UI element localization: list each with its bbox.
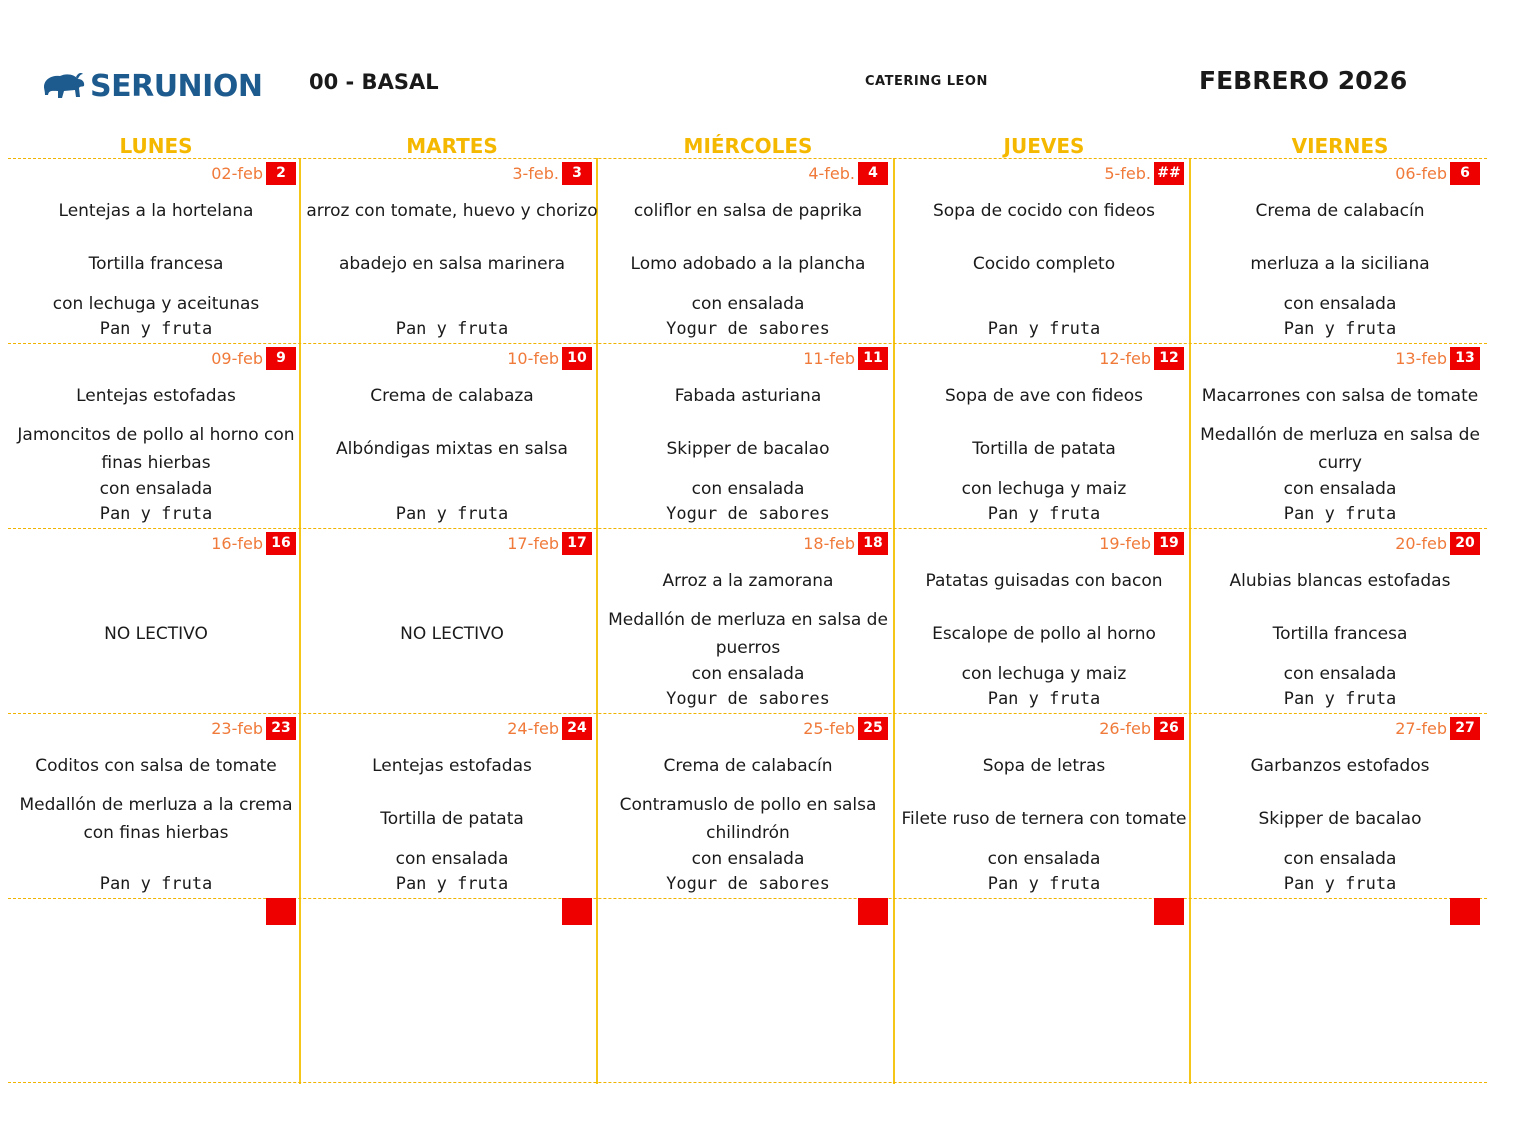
- day-cell: [8, 344, 304, 529]
- side-dish: con ensalada: [691, 664, 805, 684]
- day-number-badge: 27: [1450, 717, 1480, 740]
- date-header: [808, 162, 888, 185]
- first-course: Sopa de letras: [982, 756, 1106, 776]
- side-dish: con ensalada: [1283, 849, 1397, 869]
- date-label: 11-feb: [803, 349, 855, 368]
- second-course: merluza a la siciliana: [1250, 254, 1430, 274]
- date-header: [1104, 162, 1184, 185]
- second-course: Albóndigas mixtas en salsa: [336, 439, 568, 459]
- day-cell: [304, 344, 600, 529]
- second-course: Cocido completo: [972, 254, 1116, 274]
- date-label: 24-feb: [507, 719, 559, 738]
- first-course: Macarrones con salsa de tomate: [1201, 386, 1479, 406]
- side-dish: con ensalada: [1283, 664, 1397, 684]
- side-dish: con ensalada: [395, 849, 509, 869]
- second-course: Lomo adobado a la plancha: [630, 254, 866, 274]
- bison-icon: [42, 71, 86, 101]
- day-cell: [600, 714, 896, 899]
- day-cell: [600, 344, 896, 529]
- day-number-badge: ##: [1154, 162, 1184, 185]
- date-label: 4-feb.: [808, 164, 855, 183]
- second-course: Escalope de pollo al horno: [932, 624, 1156, 644]
- date-label: 26-feb: [1099, 719, 1151, 738]
- day-number-badge: 11: [858, 347, 888, 370]
- dessert: Pan y fruta: [987, 504, 1101, 524]
- second-course: Contramuslo de pollo en salsa chilindrón: [619, 795, 877, 843]
- second-course: Tortilla francesa: [1272, 624, 1408, 644]
- first-course: Coditos con salsa de tomate: [35, 756, 277, 776]
- weekday-header-row: [8, 128, 1487, 158]
- date-header: [1099, 532, 1184, 555]
- dessert: Pan y fruta: [1283, 689, 1397, 709]
- date-header: [211, 162, 296, 185]
- second-course: Tortilla de patata: [972, 439, 1116, 459]
- date-label: 25-feb: [803, 719, 855, 738]
- first-course: Lentejas estofadas: [372, 756, 532, 776]
- date-label: 23-feb: [211, 719, 263, 738]
- date-header: [562, 900, 592, 923]
- day-cell: [1192, 529, 1488, 714]
- day-cell: [1192, 344, 1488, 529]
- side-dish: con ensalada: [691, 294, 805, 314]
- dessert: Yogur de sabores: [666, 504, 830, 524]
- first-course: Garbanzos estofados: [1250, 756, 1430, 776]
- first-course: coliflor en salsa de paprika: [633, 201, 863, 221]
- day-number-badge: 13: [1450, 347, 1480, 370]
- brand-name: SERUNION: [90, 68, 263, 104]
- first-course: Alubias blancas estofadas: [1229, 571, 1451, 591]
- dessert: Pan y fruta: [395, 874, 509, 894]
- empty-day-badge: [562, 898, 592, 925]
- day-number-badge: 26: [1154, 717, 1184, 740]
- date-label: 06-feb: [1395, 164, 1447, 183]
- day-number-badge: 17: [562, 532, 592, 555]
- date-label: 3-feb.: [512, 164, 559, 183]
- date-header: [803, 347, 888, 370]
- day-cell: [600, 899, 896, 1084]
- no-school-label: NO LECTIVO: [104, 624, 208, 644]
- date-header: [1395, 717, 1480, 740]
- date-label: 27-feb: [1395, 719, 1447, 738]
- side-dish: con lechuga y maiz: [961, 479, 1127, 499]
- empty-day-badge: [266, 898, 296, 925]
- day-cell: [1192, 899, 1488, 1084]
- day-cell: [600, 159, 896, 344]
- date-label: 12-feb: [1099, 349, 1151, 368]
- weekday-wednesday: MIÉRCOLES: [683, 134, 813, 158]
- week-row: [8, 343, 1487, 528]
- first-course: Fabada asturiana: [674, 386, 822, 406]
- menu-code: 00 - BASAL: [309, 70, 439, 94]
- dessert: Pan y fruta: [987, 874, 1101, 894]
- month-title: FEBRERO 2026: [1199, 66, 1408, 95]
- day-cell: [1192, 159, 1488, 344]
- day-cell: [1192, 714, 1488, 899]
- weekday-monday: LUNES: [119, 134, 193, 158]
- dessert: Pan y fruta: [99, 504, 213, 524]
- day-cell: [304, 159, 600, 344]
- weekday-thursday: JUEVES: [1003, 134, 1085, 158]
- dessert: Yogur de sabores: [666, 689, 830, 709]
- dessert: Yogur de sabores: [666, 874, 830, 894]
- date-header: [507, 347, 592, 370]
- week-row: [8, 713, 1487, 898]
- side-dish: con ensalada: [1283, 294, 1397, 314]
- side-dish: con ensalada: [987, 849, 1101, 869]
- day-cell: [304, 714, 600, 899]
- first-course: Crema de calabacín: [1255, 201, 1425, 221]
- first-course: Patatas guisadas con bacon: [925, 571, 1163, 591]
- dessert: Pan y fruta: [395, 504, 509, 524]
- date-header: [507, 532, 592, 555]
- day-number-badge: 18: [858, 532, 888, 555]
- date-label: 18-feb: [803, 534, 855, 553]
- date-header: [1154, 900, 1184, 923]
- side-dish: con ensalada: [691, 479, 805, 499]
- week-row: [8, 528, 1487, 713]
- empty-day-badge: [1154, 898, 1184, 925]
- week-row: [8, 158, 1487, 343]
- first-course: arroz con tomate, huevo y chorizo: [306, 201, 598, 221]
- day-cell: [8, 529, 304, 714]
- day-number-badge: 25: [858, 717, 888, 740]
- day-cell: [8, 159, 304, 344]
- day-cell: [896, 899, 1192, 1084]
- weekday-friday: VIERNES: [1291, 134, 1389, 158]
- second-course: Medallón de merluza en salsa de puerros: [608, 610, 888, 658]
- date-label: 13-feb: [1395, 349, 1447, 368]
- date-header: [512, 162, 592, 185]
- day-cell: [304, 899, 600, 1084]
- day-number-badge: 2: [266, 162, 296, 185]
- date-header: [211, 347, 296, 370]
- calendar-grid: [8, 158, 1487, 1084]
- day-number-badge: 16: [266, 532, 296, 555]
- day-number-badge: 23: [266, 717, 296, 740]
- second-course: Filete ruso de ternera con tomate: [901, 809, 1187, 829]
- dessert: Pan y fruta: [987, 689, 1101, 709]
- second-course: Skipper de bacalao: [1258, 809, 1422, 829]
- dessert: Pan y fruta: [1283, 874, 1397, 894]
- dessert: Pan y fruta: [99, 874, 213, 894]
- day-number-badge: 12: [1154, 347, 1184, 370]
- dessert: Yogur de sabores: [666, 319, 830, 339]
- second-course: Medallón de merluza a la crema con finas hierbas: [19, 795, 293, 843]
- side-dish: con ensalada: [1283, 479, 1397, 499]
- week-row: [8, 898, 1487, 1083]
- day-cell: [896, 529, 1192, 714]
- date-header: [507, 717, 592, 740]
- first-course: Sopa de ave con fideos: [945, 386, 1143, 406]
- day-cell: [304, 529, 600, 714]
- empty-day-badge: [1450, 898, 1480, 925]
- day-number-badge: 3: [562, 162, 592, 185]
- second-course: Skipper de bacalao: [666, 439, 830, 459]
- day-number-badge: 10: [562, 347, 592, 370]
- weekday-tuesday: MARTES: [406, 134, 498, 158]
- second-course: Tortilla francesa: [88, 254, 224, 274]
- day-number-badge: 4: [858, 162, 888, 185]
- date-label: 16-feb: [211, 534, 263, 553]
- date-header: [1099, 347, 1184, 370]
- day-number-badge: 19: [1154, 532, 1184, 555]
- first-course: Lentejas a la hortelana: [58, 201, 254, 221]
- date-label: 17-feb: [507, 534, 559, 553]
- first-course: Crema de calabacín: [663, 756, 833, 776]
- day-number-badge: 24: [562, 717, 592, 740]
- date-header: [803, 532, 888, 555]
- date-label: 20-feb: [1395, 534, 1447, 553]
- date-header: [1395, 347, 1480, 370]
- first-course: Crema de calabaza: [370, 386, 534, 406]
- date-label: 5-feb.: [1104, 164, 1151, 183]
- date-header: [858, 900, 888, 923]
- day-cell: [896, 714, 1192, 899]
- serunion-logo: [42, 66, 262, 106]
- date-header: [1099, 717, 1184, 740]
- first-course: Lentejas estofadas: [76, 386, 236, 406]
- side-dish: con lechuga y aceitunas: [52, 294, 260, 314]
- side-dish: con ensalada: [691, 849, 805, 869]
- date-header: [211, 532, 296, 555]
- second-course: Tortilla de patata: [380, 809, 524, 829]
- day-cell: [896, 159, 1192, 344]
- day-number-badge: 20: [1450, 532, 1480, 555]
- date-header: [211, 717, 296, 740]
- side-dish: con ensalada: [99, 479, 213, 499]
- date-header: [1395, 162, 1480, 185]
- day-cell: [8, 899, 304, 1084]
- day-cell: [600, 529, 896, 714]
- date-header: [803, 717, 888, 740]
- side-dish: con lechuga y maiz: [961, 664, 1127, 684]
- dessert: Pan y fruta: [395, 319, 509, 339]
- date-label: 10-feb: [507, 349, 559, 368]
- first-course: Sopa de cocido con fideos: [932, 201, 1155, 221]
- dessert: Pan y fruta: [1283, 504, 1397, 524]
- first-course: Arroz a la zamorana: [662, 571, 834, 591]
- date-label: 02-feb: [211, 164, 263, 183]
- date-header: [1395, 532, 1480, 555]
- second-course: Jamoncitos de pollo al horno con finas hierbas: [17, 425, 295, 473]
- day-number-badge: 6: [1450, 162, 1480, 185]
- catering-name: CATERING LEON: [865, 74, 988, 89]
- day-number-badge: 9: [266, 347, 296, 370]
- date-header: [266, 900, 296, 923]
- empty-day-badge: [858, 898, 888, 925]
- dessert: Pan y fruta: [1283, 319, 1397, 339]
- date-header: [1450, 900, 1480, 923]
- day-cell: [8, 714, 304, 899]
- menu-header: [0, 0, 1525, 120]
- date-label: 19-feb: [1099, 534, 1151, 553]
- dessert: Pan y fruta: [99, 319, 213, 339]
- second-course: abadejo en salsa marinera: [338, 254, 566, 274]
- dessert: Pan y fruta: [987, 319, 1101, 339]
- date-label: 09-feb: [211, 349, 263, 368]
- no-school-label: NO LECTIVO: [400, 624, 504, 644]
- day-cell: [896, 344, 1192, 529]
- second-course: Medallón de merluza en salsa de curry: [1200, 425, 1480, 473]
